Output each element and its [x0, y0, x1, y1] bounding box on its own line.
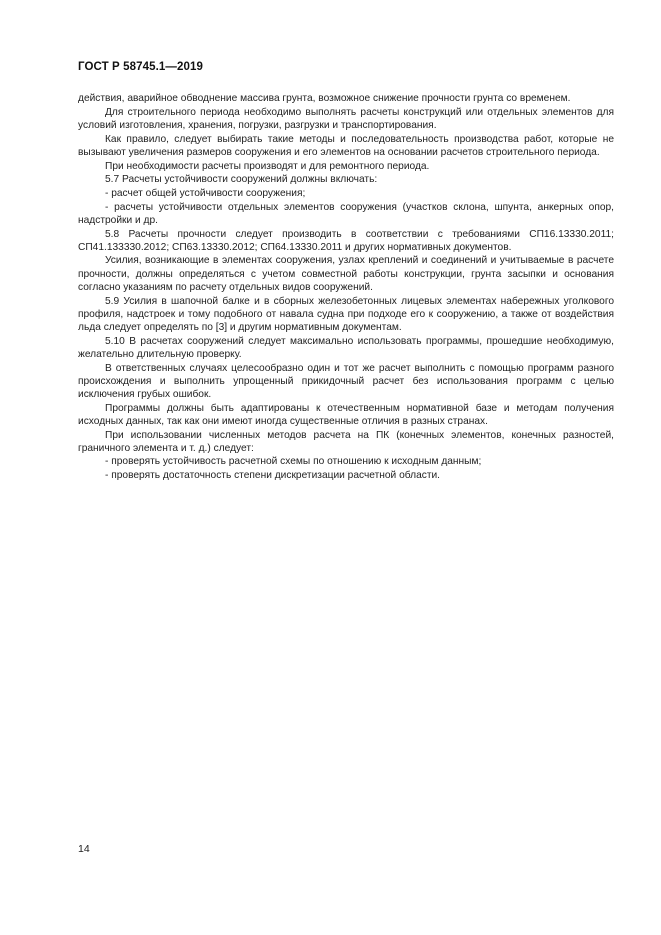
paragraph: действия, аварийное обводнение массива грунта, возможное снижение прочности грунта со временем. [78, 93, 571, 104]
paragraph: Усилия, возникающие в элементах сооружения, узлах креплений и соединений и учитываемые в расчете прочности, должны определяться с учетом совместной работы конструкции, грунта засыпки и основания согласно указаниям по расчету отдельных видов сооружений. [78, 255, 614, 293]
list-item: - проверять достаточность степени дискретизации расчетной области. [105, 470, 441, 482]
document-body [78, 92, 614, 483]
section-paragraph-5-10: 5.10 В расчетах сооружений следует максимально использовать программы, прошедшие необходимую, желательно длительную проверку. [78, 335, 614, 360]
paragraph: Как правило, следует выбирать такие методы и последовательность производства работ, которые не вызывают увеличения размеров сооружения и его элементов на основании расчетов строительного периода. [78, 133, 614, 158]
list-item: - расчет общей устойчивости сооружения; [105, 187, 306, 199]
list-item: - расчеты устойчивости отдельных элементов сооружения (участков склона, шпунта, анкерных опор, надстройки и др. [78, 201, 614, 226]
section-paragraph-5-8: 5.8 Расчеты прочности следует производить в соответствии с требованиями СП16.13330.2011; СП41.133330.2012; СП63.13330.2012; СП64.13330.2011 и других нормативных документов. [78, 228, 614, 253]
paragraph: При использовании численных методов расчета на ПК (конечных элементов, конечных разностей, граничного элемента и т. д.) следует: [78, 429, 614, 454]
section-heading-5-7: 5.7 Расчеты устойчивости сооружений должны включать: [105, 174, 378, 186]
paragraph: Программы должны быть адаптированы к отечественным нормативной базе и методам получения исходных данных, так как они имеют иногда существенные отличия в разных странах. [78, 402, 614, 427]
list-item: - проверять устойчивость расчетной схемы по отношению к исходным данным; [105, 456, 482, 468]
paragraph: Для строительного периода необходимо выполнять расчеты конструкций или отдельных элементов для условий изготовления, хранения, погрузки, разгрузки и транспортирования. [78, 106, 614, 131]
paragraph: В ответственных случаях целесообразно один и тот же расчет выполнить с помощью программ разного происхождения и выполнить упрощенный прикидочный расчет без использования программ с целью исключения грубых ошибок. [78, 362, 614, 400]
page-number: 14 [78, 843, 90, 855]
paragraph: При необходимости расчеты производят и для ремонтного периода. [105, 160, 430, 172]
document-header: ГОСТ Р 58745.1—2019 [78, 61, 203, 73]
section-paragraph-5-9: 5.9 Усилия в шапочной балке и в сборных железобетонных лицевых элементах набережных уголкового профиля, надстроек и тому подобного от навала судна при подходе его к сооружению, а также от воздействия льда следует определять по [3] и другим нормативным документам. [78, 295, 614, 333]
